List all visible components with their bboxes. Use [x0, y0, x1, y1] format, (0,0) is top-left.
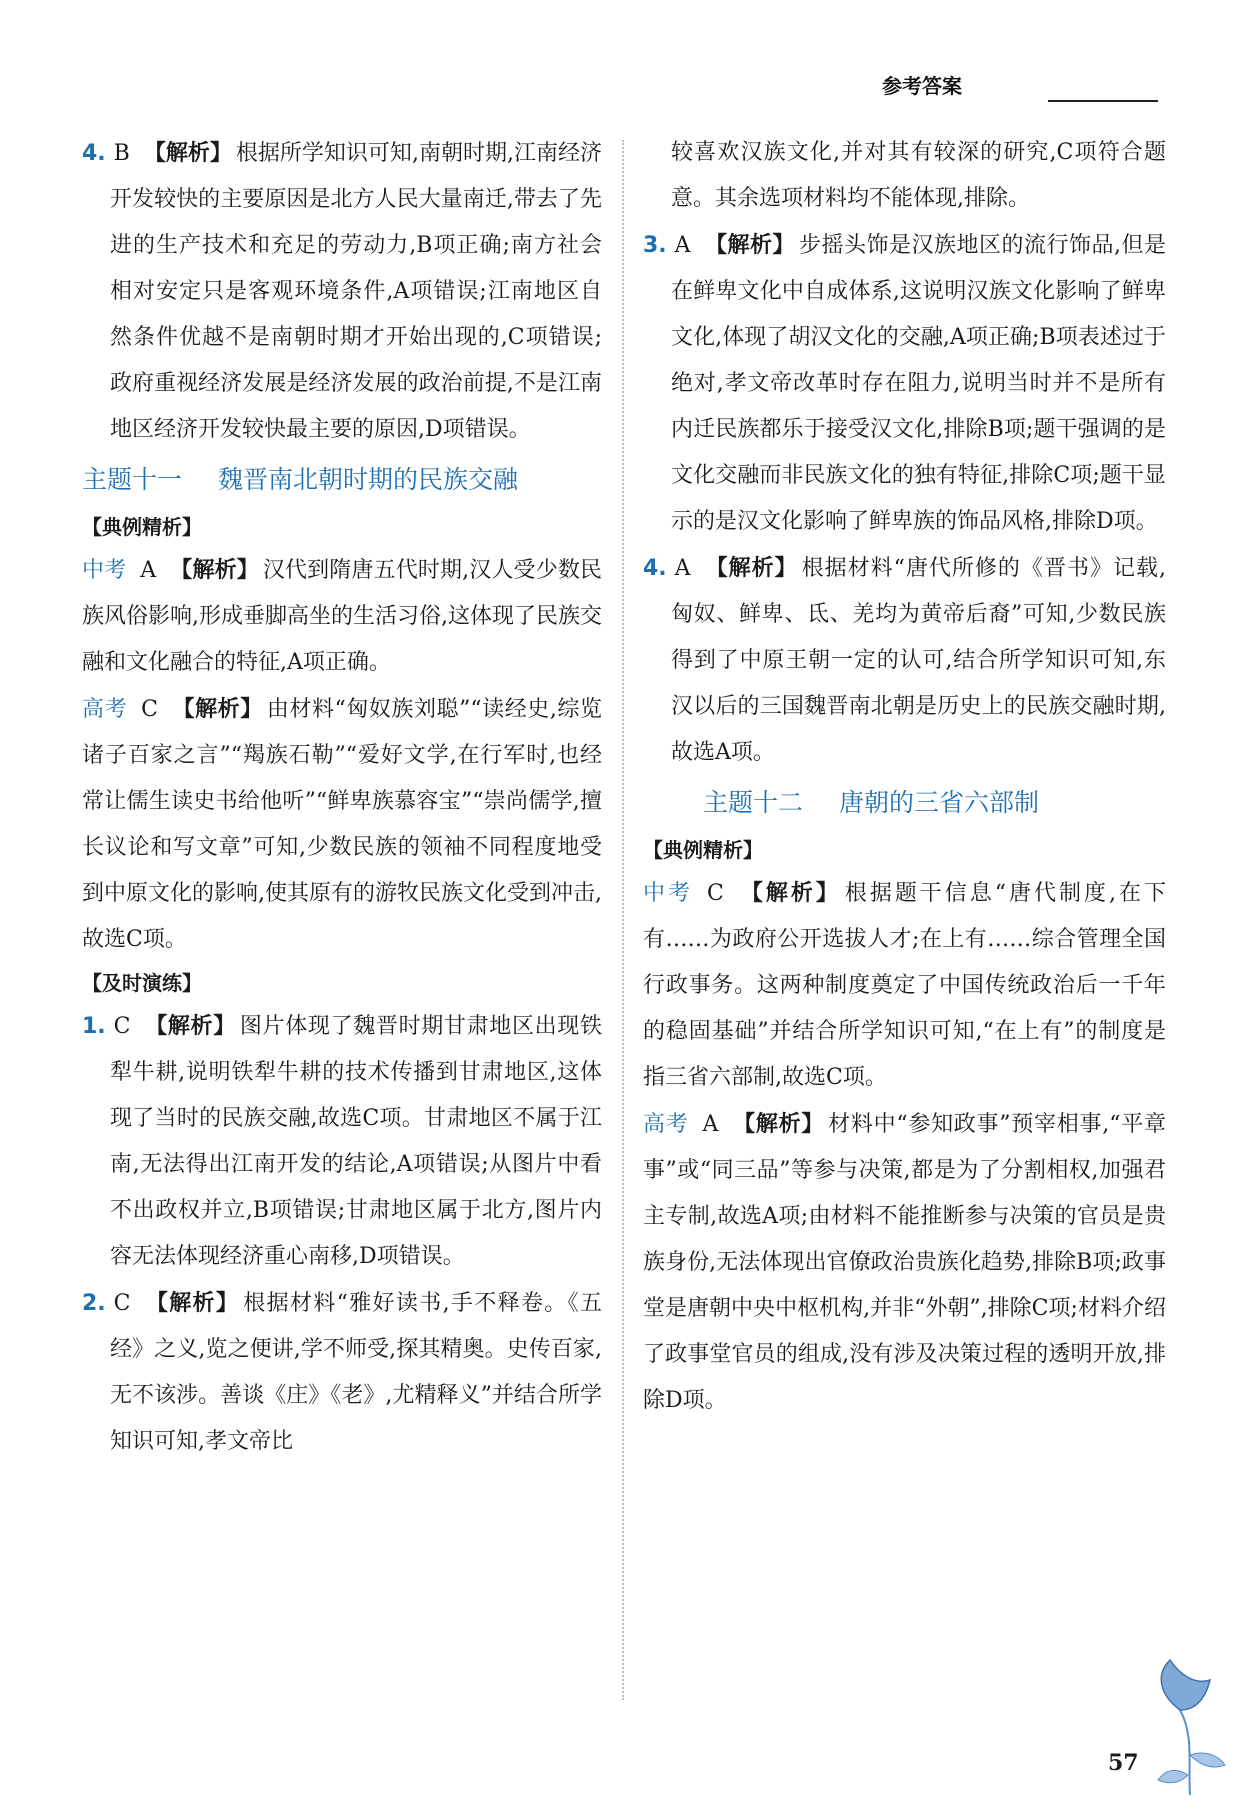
section-heading-examples: 【典例精析】	[643, 838, 763, 862]
page-header-rule	[1048, 100, 1158, 102]
item-answer: C	[141, 697, 158, 722]
analysis-text: 根据材料“唐代所修的《晋书》记载,匈奴、鲜卑、氐、羌均为黄帝后裔”可知,少数民族得到了中原王朝一定的认可,结合所学知识可知,东汉以后的三国魏晋南北朝是历史上的民族交融时期,故选A项。	[671, 556, 1166, 765]
analysis-tag: 【解析】	[704, 555, 798, 581]
item-answer: A	[702, 1112, 719, 1137]
analysis-text: 步摇头饰是汉族地区的流行饰品,但是在鲜卑文化中自成体系,这说明汉族文化影响了鲜卑文化,体现了胡汉文化的交融,A项正确;B项表述过于绝对,孝文帝改革时存在阻力,说明当时并不是所有内迁民族都乐于接受汉文化,排除B项;题干强调的是文化交融而非民族文化的独有特征,排除C项;题干显示的是汉文化影响了鲜卑族的饰品风格,排除D项。	[671, 233, 1166, 534]
section-heading-practice: 【及时演练】	[82, 971, 202, 995]
item-answer: C	[707, 881, 724, 906]
item-number: 2.	[82, 1291, 106, 1316]
analysis-text: 由材料“匈奴族刘聪”“读经史,综览诸子百家之言”“羯族石勒”“爱好文学,在行军时,也经常让儒生读史书给他听”“鲜卑族慕容宝”“崇尚儒学,擅长议论和写文章”可知,少数民族的领袖不同程度地受到中原文化的影响,使其原有的游牧民族文化受到冲击,故选C项。	[82, 697, 602, 952]
answer-item-3	[643, 222, 1166, 545]
answer-item-2-continued: 较喜欢汉族文化,并对其有较深的研究,C项符合题意。其余选项材料均不能体现,排除。	[671, 140, 1166, 211]
item-answer: A	[674, 233, 691, 258]
analysis-text: 图片体现了魏晋时期甘肃地区出现铁犁牛耕,说明铁犁牛耕的技术传播到甘肃地区,这体现了当时的民族交融,故选C项。甘肃地区不属于江南,无法得出江南开发的结论,A项错误;从图片中看不出政权并立,B项错误;甘肃地区属于北方,图片内容无法体现经济重心南移,D项错误。	[110, 1014, 602, 1269]
exam-type-label: 高考	[643, 1112, 689, 1137]
item-number: 3.	[643, 233, 667, 258]
analysis-text: 材料中“参知政事”预宰相事,“平章事”或“同三品”等参与决策,都是为了分割相权,加强君主专制,故选A项;由材料不能推断参与决策的官员是贵族身份,无法体现出官僚政治贵族化趋势,排除B项;政事堂是唐朝中央中枢机构,并非“外朝”,排除C项;材料介绍了政事堂官员的组成,没有涉及决策过程的透明开放,排除D项。	[643, 1112, 1166, 1413]
analysis-text: 根据题干信息“唐代制度,在下有……为政府公开选拔人才;在上有……综合管理全国行政事务。这两种制度奠定了中国传统政治后一千年的稳固基础”并结合所学知识可知,“在上有”的制度是指三省六部制,故选C项。	[643, 881, 1166, 1090]
page-header-label: 参考答案	[882, 74, 962, 98]
exam-type-label: 高考	[82, 697, 128, 722]
zhongkao-entry	[82, 547, 602, 686]
topic-label: 主题十二	[703, 788, 804, 817]
analysis-tag: 【解析】	[732, 1111, 825, 1137]
topic-title: 唐朝的三省六部制	[839, 788, 1040, 817]
left-column	[82, 130, 602, 1465]
section-heading-examples: 【典例精析】	[82, 515, 202, 539]
item-number: 4.	[82, 141, 106, 166]
answer-item-4	[82, 130, 602, 453]
topic-label: 主题十一	[82, 465, 183, 494]
topic-title: 魏晋南北朝时期的民族交融	[218, 465, 519, 494]
analysis-tag: 【解析】	[737, 880, 841, 906]
item-answer: B	[113, 141, 130, 166]
gaokao-entry	[643, 1101, 1166, 1424]
item-number: 1.	[82, 1014, 106, 1039]
item-answer: A	[140, 558, 157, 583]
analysis-tag: 【解析】	[704, 232, 796, 258]
topic-heading-12	[643, 778, 1166, 828]
analysis-text: 根据材料“雅好读书,手不释卷。《五经》之义,览之便讲,学不师受,探其精奥。史传百家,无不该涉。善谈《庄》《老》,尤精释义”并结合所学知识可知,孝文帝比	[110, 1291, 602, 1454]
analysis-text: 汉代到隋唐五代时期,汉人受少数民族风俗影响,形成垂脚高坐的生活习俗,这体现了民族交融和文化融合的特征,A项正确。	[82, 558, 602, 675]
analysis-tag: 【解析】	[170, 557, 259, 583]
answer-item-2	[82, 1280, 602, 1465]
right-column	[643, 130, 1166, 1424]
answer-item-4-right	[643, 545, 1166, 776]
topic-heading-11	[82, 455, 602, 505]
analysis-tag: 【解析】	[143, 140, 232, 166]
flower-icon	[1150, 1655, 1230, 1799]
page-number: 57	[1108, 1750, 1139, 1776]
analysis-tag: 【解析】	[144, 1290, 240, 1316]
analysis-text: 根据所学知识可知,南朝时期,江南经济开发较快的主要原因是北方人民大量南迁,带去了先进的生产技术和充足的劳动力,B项正确;南方社会相对安定只是客观环境条件,A项错误;江南地区自然条件优越不是南朝时期才开始出现的,C项错误;政府重视经济发展是经济发展的政治前提,不是江南地区经济开发较快最主要的原因,D项错误。	[110, 141, 602, 442]
gaokao-entry	[82, 686, 602, 963]
exam-type-label: 中考	[82, 558, 127, 583]
item-answer: C	[113, 1014, 131, 1039]
item-answer: C	[113, 1291, 131, 1316]
column-divider	[622, 140, 624, 1700]
analysis-tag: 【解析】	[144, 1013, 236, 1039]
exam-type-label: 中考	[643, 881, 693, 906]
item-answer: A	[674, 556, 691, 581]
answer-item-1	[82, 1003, 602, 1280]
analysis-tag: 【解析】	[171, 696, 263, 722]
zhongkao-entry	[643, 870, 1166, 1101]
item-number: 4.	[643, 556, 667, 581]
